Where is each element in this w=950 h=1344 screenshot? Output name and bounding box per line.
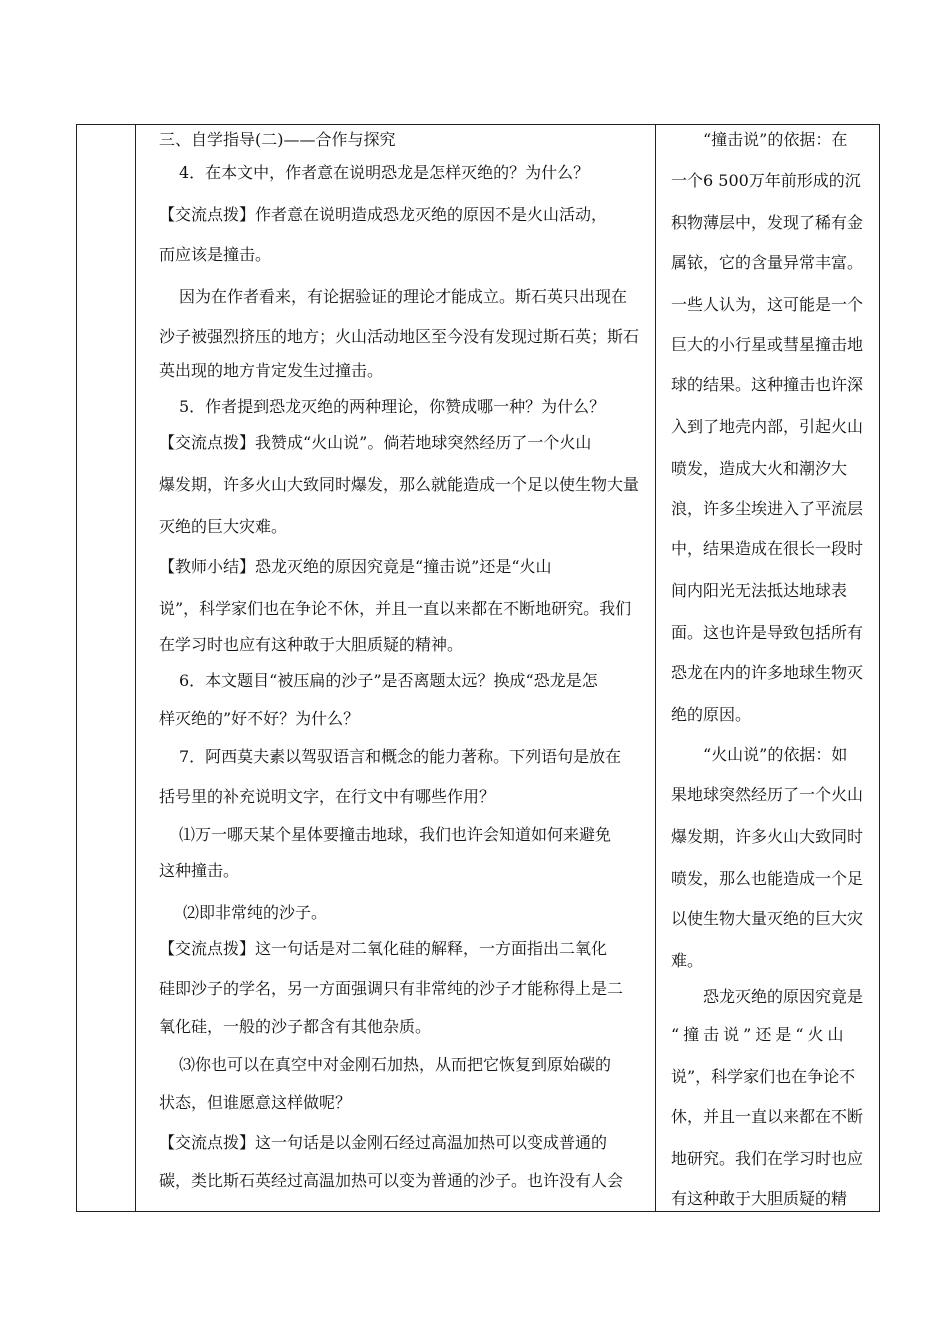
side-text-line: 入到了地壳内部，引起火山 (671, 417, 864, 436)
side-text-line: 绝的原因。 (671, 705, 752, 724)
main-text-line: 说”，科学家们也在争论不休，并且一直以来都在不断地研究。我们 (159, 599, 632, 618)
column-divider-2 (655, 125, 656, 1211)
side-text-line: 恐龙在内的许多地球生物灭 (671, 663, 864, 682)
sub-item-1: ⑴万一哪天某个星体要撞击地球，我们也许会知道如何来避免 (179, 825, 612, 844)
main-text-line: 因为在作者看来，有论据验证的理论才能成立。斯石英只出现在 (179, 287, 628, 306)
side-text-line: 难。 (671, 951, 704, 970)
question-6: 6．本文题目“被压扁的沙子”是否离题太远？换成“恐龙是怎 (179, 671, 598, 690)
side-text-line: 一个6 500万年前形成的沉 (671, 171, 861, 190)
main-text-line: 硅即沙子的学名，另一方面强调只有非常纯的沙子才能称得上是二 (159, 979, 624, 998)
side-text-line: “撞击说”的依据：在 (703, 130, 848, 149)
main-text-line: 而应该是撞击。 (159, 245, 272, 264)
side-text-line: 一些人认为，这可能是一个 (671, 295, 864, 314)
main-text-line: 【交流点拨】这一句话是以金刚石经过高温加热可以变成普通的 (159, 1133, 608, 1152)
main-text-line: 【交流点拨】这一句话是对二氧化硅的解释，一方面指出二氧化 (159, 939, 608, 958)
side-text-line: 说”，科学家们也在争论不 (671, 1067, 856, 1086)
sub-item-3: ⑶你也可以在真空中对金刚石加热，从而把它恢复到原始碳的 (179, 1055, 612, 1074)
question-4: 4．在本文中，作者意在说明恐龙是怎样灭绝的？为什么？ (179, 163, 590, 182)
sub-item-2: ⑵即非常纯的沙子。 (183, 903, 328, 922)
main-text-line: 英出现的地方肯定发生过撞击。 (159, 361, 384, 380)
main-text-line: 【交流点拨】我赞成“火山说”。倘若地球突然经历了一个火山 (159, 433, 592, 452)
side-text-line: 爆发期，许多火山大致同时 (671, 827, 864, 846)
lesson-table (76, 124, 880, 1212)
side-text-line: 有这种敢于大胆质疑的精 (671, 1189, 848, 1208)
main-text-line: 沙子被强烈挤压的地方；火山活动地区至今没有发现过斯石英；斯石 (159, 327, 640, 346)
question-7: 7．阿西莫夫素以驾驭语言和概念的能力著称。下列语句是放在 (179, 747, 622, 766)
side-text-line: 休，并且一直以来都在不断 (671, 1107, 864, 1126)
side-text-line: 球的结果。这种撞击也许深 (671, 375, 864, 394)
main-text-line: 样灭绝的”好不好？为什么？ (159, 709, 360, 728)
main-text-line: 氧化硅，一般的沙子都含有其他杂质。 (159, 1017, 432, 1036)
side-text-line: 果地球突然经历了一个火山 (671, 785, 864, 804)
section-heading: 三、自学指导(二)——合作与探究 (159, 130, 396, 149)
main-text-line: 括号里的补充说明文字，在行文中有哪些作用？ (159, 787, 496, 806)
side-text-line: 以使生物大量灭绝的巨大灾 (671, 909, 864, 928)
side-text-line: 巨大的小行星或彗星撞击地 (671, 335, 864, 354)
main-text-line: 【交流点拨】作者意在说明造成恐龙灭绝的原因不是火山活动， (159, 205, 608, 224)
side-text-line: 积物薄层中，发现了稀有金 (671, 213, 864, 232)
question-5: 5．作者提到恐龙灭绝的两种理论，你赞成哪一种？为什么？ (179, 397, 606, 416)
main-text-line: 这种撞击。 (159, 861, 240, 880)
column-divider-1 (135, 125, 136, 1211)
side-text-line: 属铱，它的含量异常丰富。 (671, 253, 864, 272)
main-text-line: 灭绝的巨大灾难。 (159, 517, 288, 536)
side-text-line: 喷发，那么也能造成一个足 (671, 869, 864, 888)
side-text-line: 中，结果造成在很长一段时 (671, 539, 864, 558)
main-text-line: 在学习时也应有这种敢于大胆质疑的精神。 (159, 635, 464, 654)
side-text-line: “火山说”的依据：如 (703, 745, 848, 764)
side-text-line: “撞击说”还是“火山 (671, 1025, 848, 1044)
side-text-line: 地研究。我们在学习时也应 (671, 1149, 864, 1168)
teacher-summary: 【教师小结】恐龙灭绝的原因究竟是“撞击说”还是“火山 (159, 557, 552, 576)
side-text-line: 喷发，造成大火和潮汐大 (671, 459, 848, 478)
side-text-line: 间内阳光无法抵达地球表 (671, 581, 848, 600)
main-text-line: 爆发期，许多火山大致同时爆发，那么就能造成一个足以使生物大量 (159, 475, 640, 494)
main-text-line: 状态，但谁愿意这样做呢？ (159, 1093, 352, 1112)
side-text-line: 浪，许多尘埃进入了平流层 (671, 499, 864, 518)
side-text-line: 恐龙灭绝的原因究竟是 (703, 987, 864, 1006)
side-text-line: 面。这也许是导致包括所有 (671, 623, 864, 642)
main-text-line: 碳，类比斯石英经过高温加热可以变为普通的沙子。也许没有人会 (159, 1171, 624, 1190)
